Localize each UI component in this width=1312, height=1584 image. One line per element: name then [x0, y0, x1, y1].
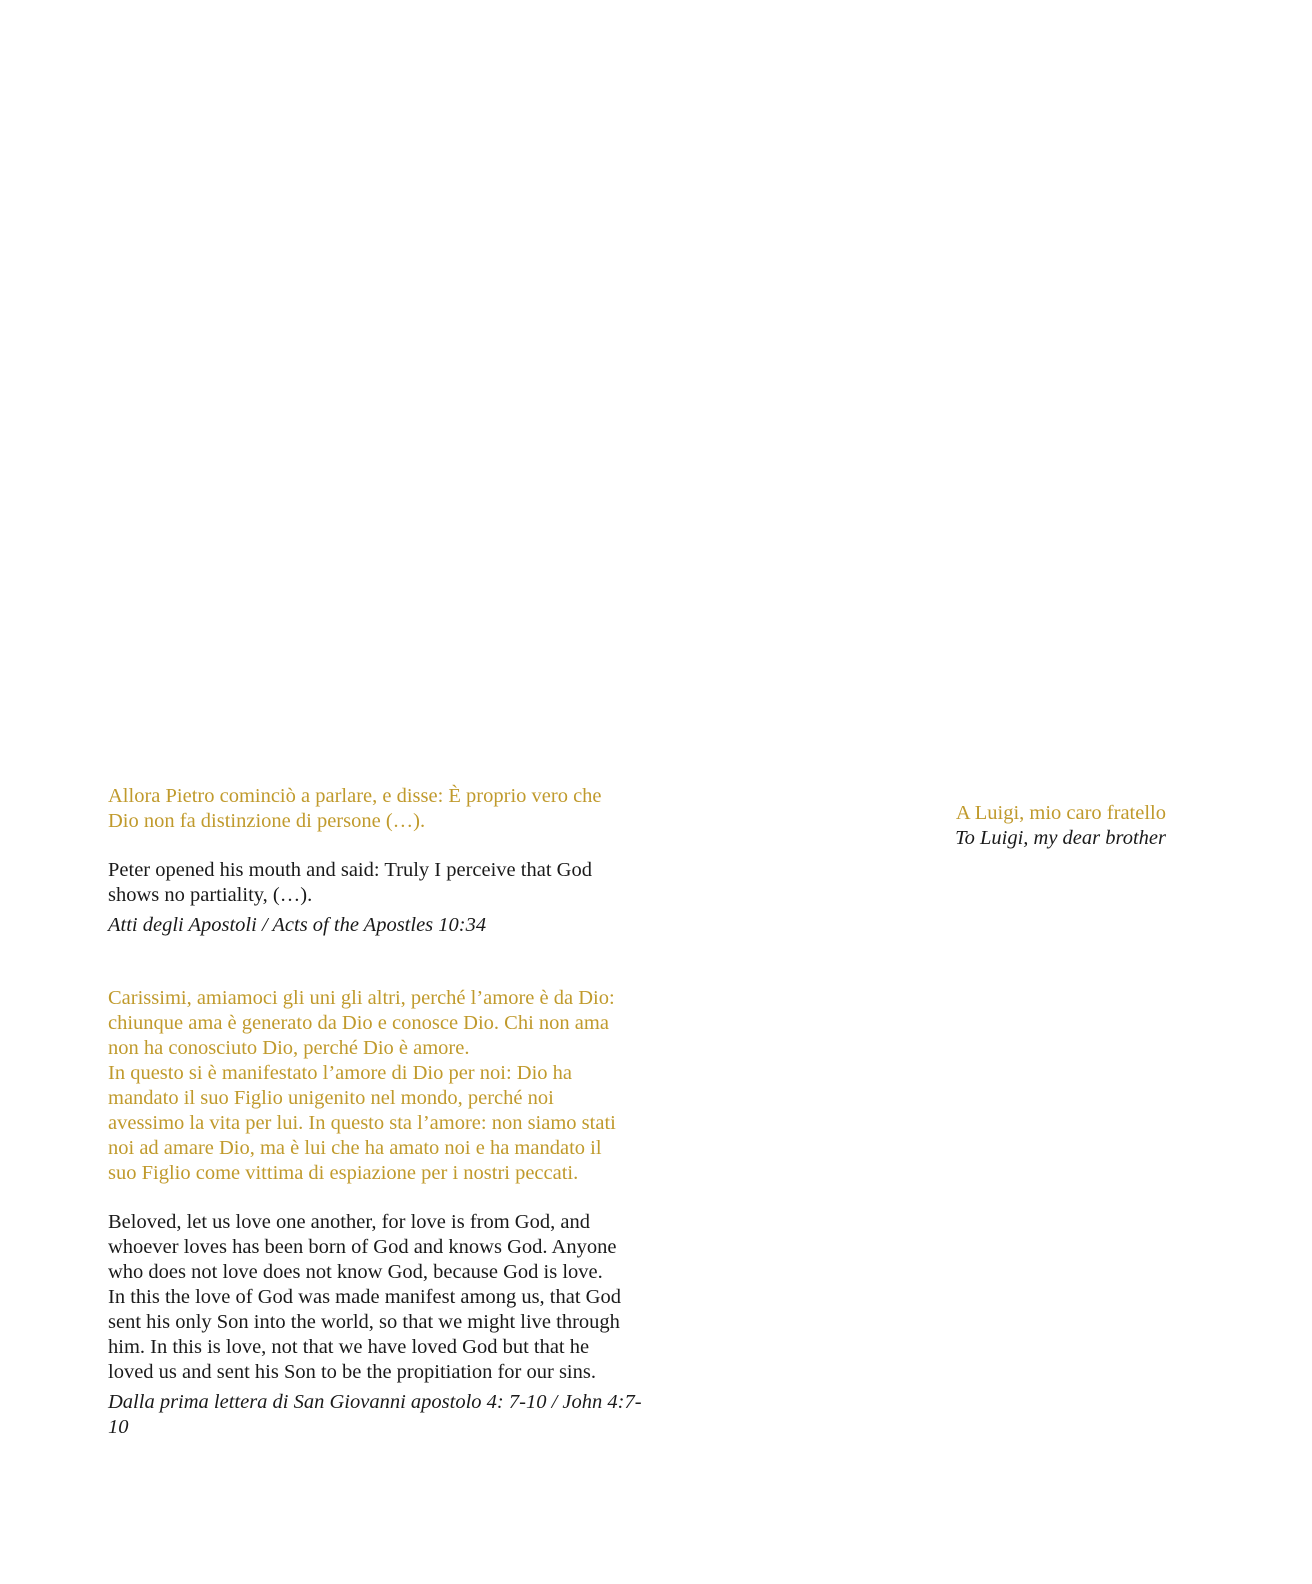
dedication-english: To Luigi, my dear brother	[955, 827, 1166, 849]
acts-english-line: shows no partiality, (…).	[108, 884, 313, 906]
spacer	[108, 938, 648, 986]
john-english-line: sent his only Son into the world, so that we might live through	[108, 1311, 620, 1333]
john-english-line: loved us and sent his Son to be the propitiation for our sins.	[108, 1361, 596, 1383]
john-english-line: In this the love of God was made manifest among us, that God	[108, 1286, 621, 1308]
spacer	[108, 834, 648, 858]
spacer	[108, 1186, 648, 1210]
scripture-column	[108, 784, 648, 1440]
john-italian-line: suo Figlio come vittima di espiazione per i nostri peccati.	[108, 1162, 579, 1184]
john-citation: Dalla prima lettera di San Giovanni apostolo 4: 7-10 / John 4:7-10	[108, 1391, 642, 1438]
acts-italian-line: Allora Pietro cominciò a parlare, e disse: È proprio vero che	[108, 785, 602, 807]
john-italian-line: Carissimi, amiamoci gli uni gli altri, perché l’amore è da Dio:	[108, 987, 615, 1009]
john-italian-line: In questo si è manifestato l’amore di Dio per noi: Dio ha	[108, 1062, 572, 1084]
acts-english-line: Peter opened his mouth and said: Truly I perceive that God	[108, 859, 592, 881]
john-english-line: him. In this is love, not that we have loved God but that he	[108, 1336, 590, 1358]
acts-italian-line: Dio non fa distinzione di persone (…).	[108, 810, 426, 832]
john-english-text	[108, 1210, 648, 1385]
acts-citation: Atti degli Apostoli / Acts of the Apostles 10:34	[108, 914, 487, 936]
john-italian-line: noi ad amare Dio, ma è lui che ha amato noi e ha mandato il	[108, 1137, 602, 1159]
john-italian-line: non ha conosciuto Dio, perché Dio è amore.	[108, 1037, 470, 1059]
dedication-italian: A Luigi, mio caro fratello	[955, 802, 1166, 824]
john-italian-text	[108, 986, 648, 1186]
john-english-line: Beloved, let us love one another, for love is from God, and	[108, 1211, 590, 1233]
john-english-line: whoever loves has been born of God and knows God. Anyone	[108, 1236, 617, 1258]
dedication	[766, 801, 1166, 851]
john-italian-line: avessimo la vita per lui. In questo sta l’amore: non siamo stati	[108, 1112, 616, 1134]
john-italian-line: mandato il suo Figlio unigenito nel mondo, perché noi	[108, 1087, 554, 1109]
acts-italian-text	[108, 784, 648, 834]
john-english-line: who does not love does not know God, because God is love.	[108, 1261, 603, 1283]
acts-english-text	[108, 858, 648, 908]
john-italian-line: chiunque ama è generato da Dio e conosce Dio. Chi non ama	[108, 1012, 609, 1034]
